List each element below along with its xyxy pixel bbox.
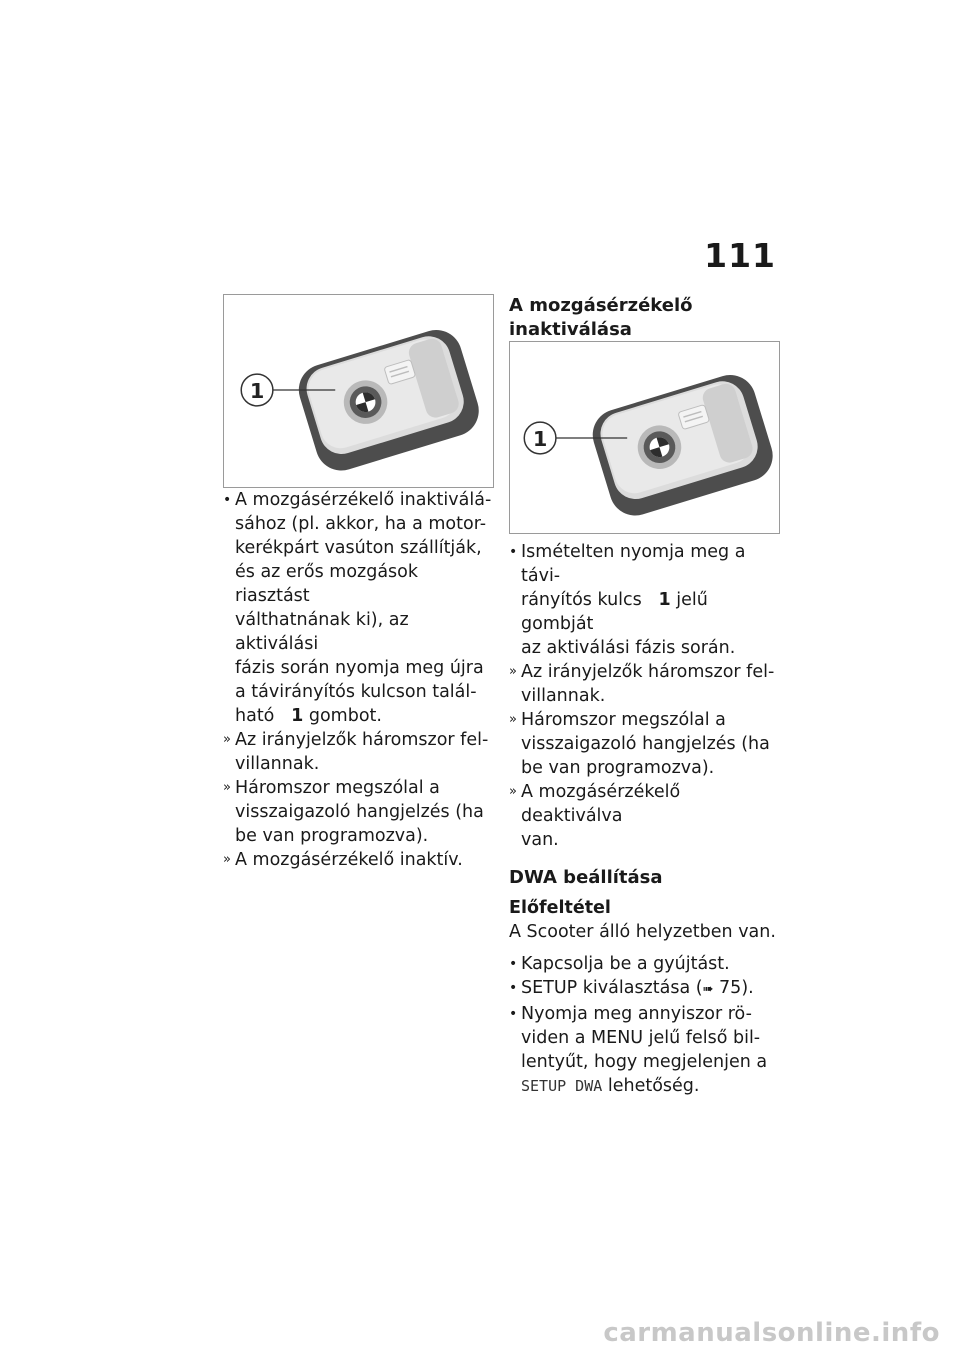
- text-line: [521, 1074, 781, 1098]
- text-line: visszaigazoló hangjelzés (ha: [521, 734, 770, 754]
- callout-label: 1: [249, 378, 265, 403]
- text-line: [521, 976, 781, 1002]
- result-marker: »: [509, 712, 517, 727]
- right-column-text: [509, 540, 781, 1098]
- text-line: viden a MENU jelű felső bil-: [521, 1028, 761, 1048]
- list-item: [223, 776, 495, 848]
- reference-number: 1: [291, 706, 304, 726]
- page-reference-link[interactable]: 75).: [719, 978, 754, 998]
- text-line: [521, 588, 781, 636]
- key-fob-figure-right: [509, 341, 780, 534]
- result-marker: »: [509, 664, 517, 679]
- bullet-marker: •: [509, 1006, 518, 1022]
- list-item: [509, 1002, 781, 1098]
- section-heading-dwa: DWA beállítása: [509, 867, 663, 888]
- list-item: [223, 848, 495, 872]
- text-line: válthatnának ki), az aktiválási: [235, 610, 409, 654]
- text-fragment: SETUP kiválasztása (: [521, 978, 703, 998]
- text-line: kerékpárt vasúton szállítják,: [235, 538, 482, 558]
- text-line: Háromszor megszólal a: [521, 710, 726, 730]
- list-item: [509, 780, 781, 852]
- bullet-marker: •: [509, 980, 518, 996]
- key-fob-figure-left: [223, 294, 494, 488]
- text-fragment: rányítós kulcs: [521, 590, 642, 610]
- text-line: A mozgásérzékelő inaktiválá-: [235, 490, 492, 510]
- result-marker: »: [509, 784, 517, 799]
- key-fob-illustration: [224, 295, 493, 487]
- list-item: [509, 660, 781, 708]
- text-line: az aktiválási fázis során.: [521, 638, 736, 658]
- list-item: [509, 952, 781, 976]
- text-fragment: ható: [235, 706, 275, 726]
- list-item: [509, 976, 781, 1002]
- text-fragment: jelű gombját: [521, 590, 708, 634]
- left-column-text: [223, 488, 495, 872]
- text-line: [235, 704, 495, 728]
- result-marker: »: [223, 780, 231, 795]
- text-fragment: lehetőség.: [607, 1076, 700, 1096]
- prerequisite-heading: Előfeltétel: [509, 898, 611, 918]
- page-reference-arrow-icon: ➠: [702, 982, 714, 997]
- text-line: visszaigazoló hangjelzés (ha: [235, 802, 484, 822]
- text-line: a távirányítós kulcson talál-: [235, 682, 477, 702]
- section-heading-motion-sensor: A mozgásérzékelő inaktiválása: [509, 295, 693, 340]
- text-line: Az irányjelzők háromszor fel-: [521, 662, 775, 682]
- reference-number: 1: [658, 590, 671, 610]
- text-line: villannak.: [521, 686, 606, 706]
- text-line: van.: [521, 830, 559, 850]
- callout-label: 1: [532, 426, 548, 451]
- bullet-marker: •: [509, 956, 518, 972]
- text-line: Háromszor megszólal a: [235, 778, 440, 798]
- watermark: carmanualsonline.info: [603, 1318, 940, 1348]
- text-fragment: gombot.: [308, 706, 382, 726]
- result-marker: »: [223, 852, 231, 867]
- text-line: Ismételten nyomja meg a távi-: [521, 542, 746, 586]
- text-line: A mozgásérzékelő deaktiválva: [521, 782, 681, 826]
- list-item: [509, 540, 781, 660]
- prerequisite-text: A Scooter álló helyzetben van.: [509, 922, 776, 942]
- list-item: [509, 708, 781, 780]
- result-marker: »: [223, 732, 231, 747]
- bullet-marker: •: [223, 492, 232, 508]
- text-line: villannak.: [235, 754, 320, 774]
- text-line: lentyűt, hogy megjelenjen a: [521, 1052, 768, 1072]
- text-line: fázis során nyomja meg újra: [235, 658, 484, 678]
- page-number: 111: [704, 236, 776, 275]
- text-line: A mozgásérzékelő inaktív.: [235, 850, 463, 870]
- text-line: és az erős mozgások riasztást: [235, 562, 418, 606]
- text-line: Kapcsolja be a gyújtást.: [521, 954, 730, 974]
- text-line: sához (pl. akkor, ha a motor-: [235, 514, 487, 534]
- bullet-marker: •: [509, 544, 518, 560]
- display-text: SETUP DWA: [521, 1077, 603, 1095]
- list-item: [223, 488, 495, 728]
- list-item: [223, 728, 495, 776]
- text-line: be van programozva).: [521, 758, 715, 778]
- text-line: be van programozva).: [235, 826, 429, 846]
- text-line: Nyomja meg annyiszor rö-: [521, 1004, 752, 1024]
- text-line: Az irányjelzők háromszor fel-: [235, 730, 489, 750]
- key-fob-illustration: [510, 342, 779, 533]
